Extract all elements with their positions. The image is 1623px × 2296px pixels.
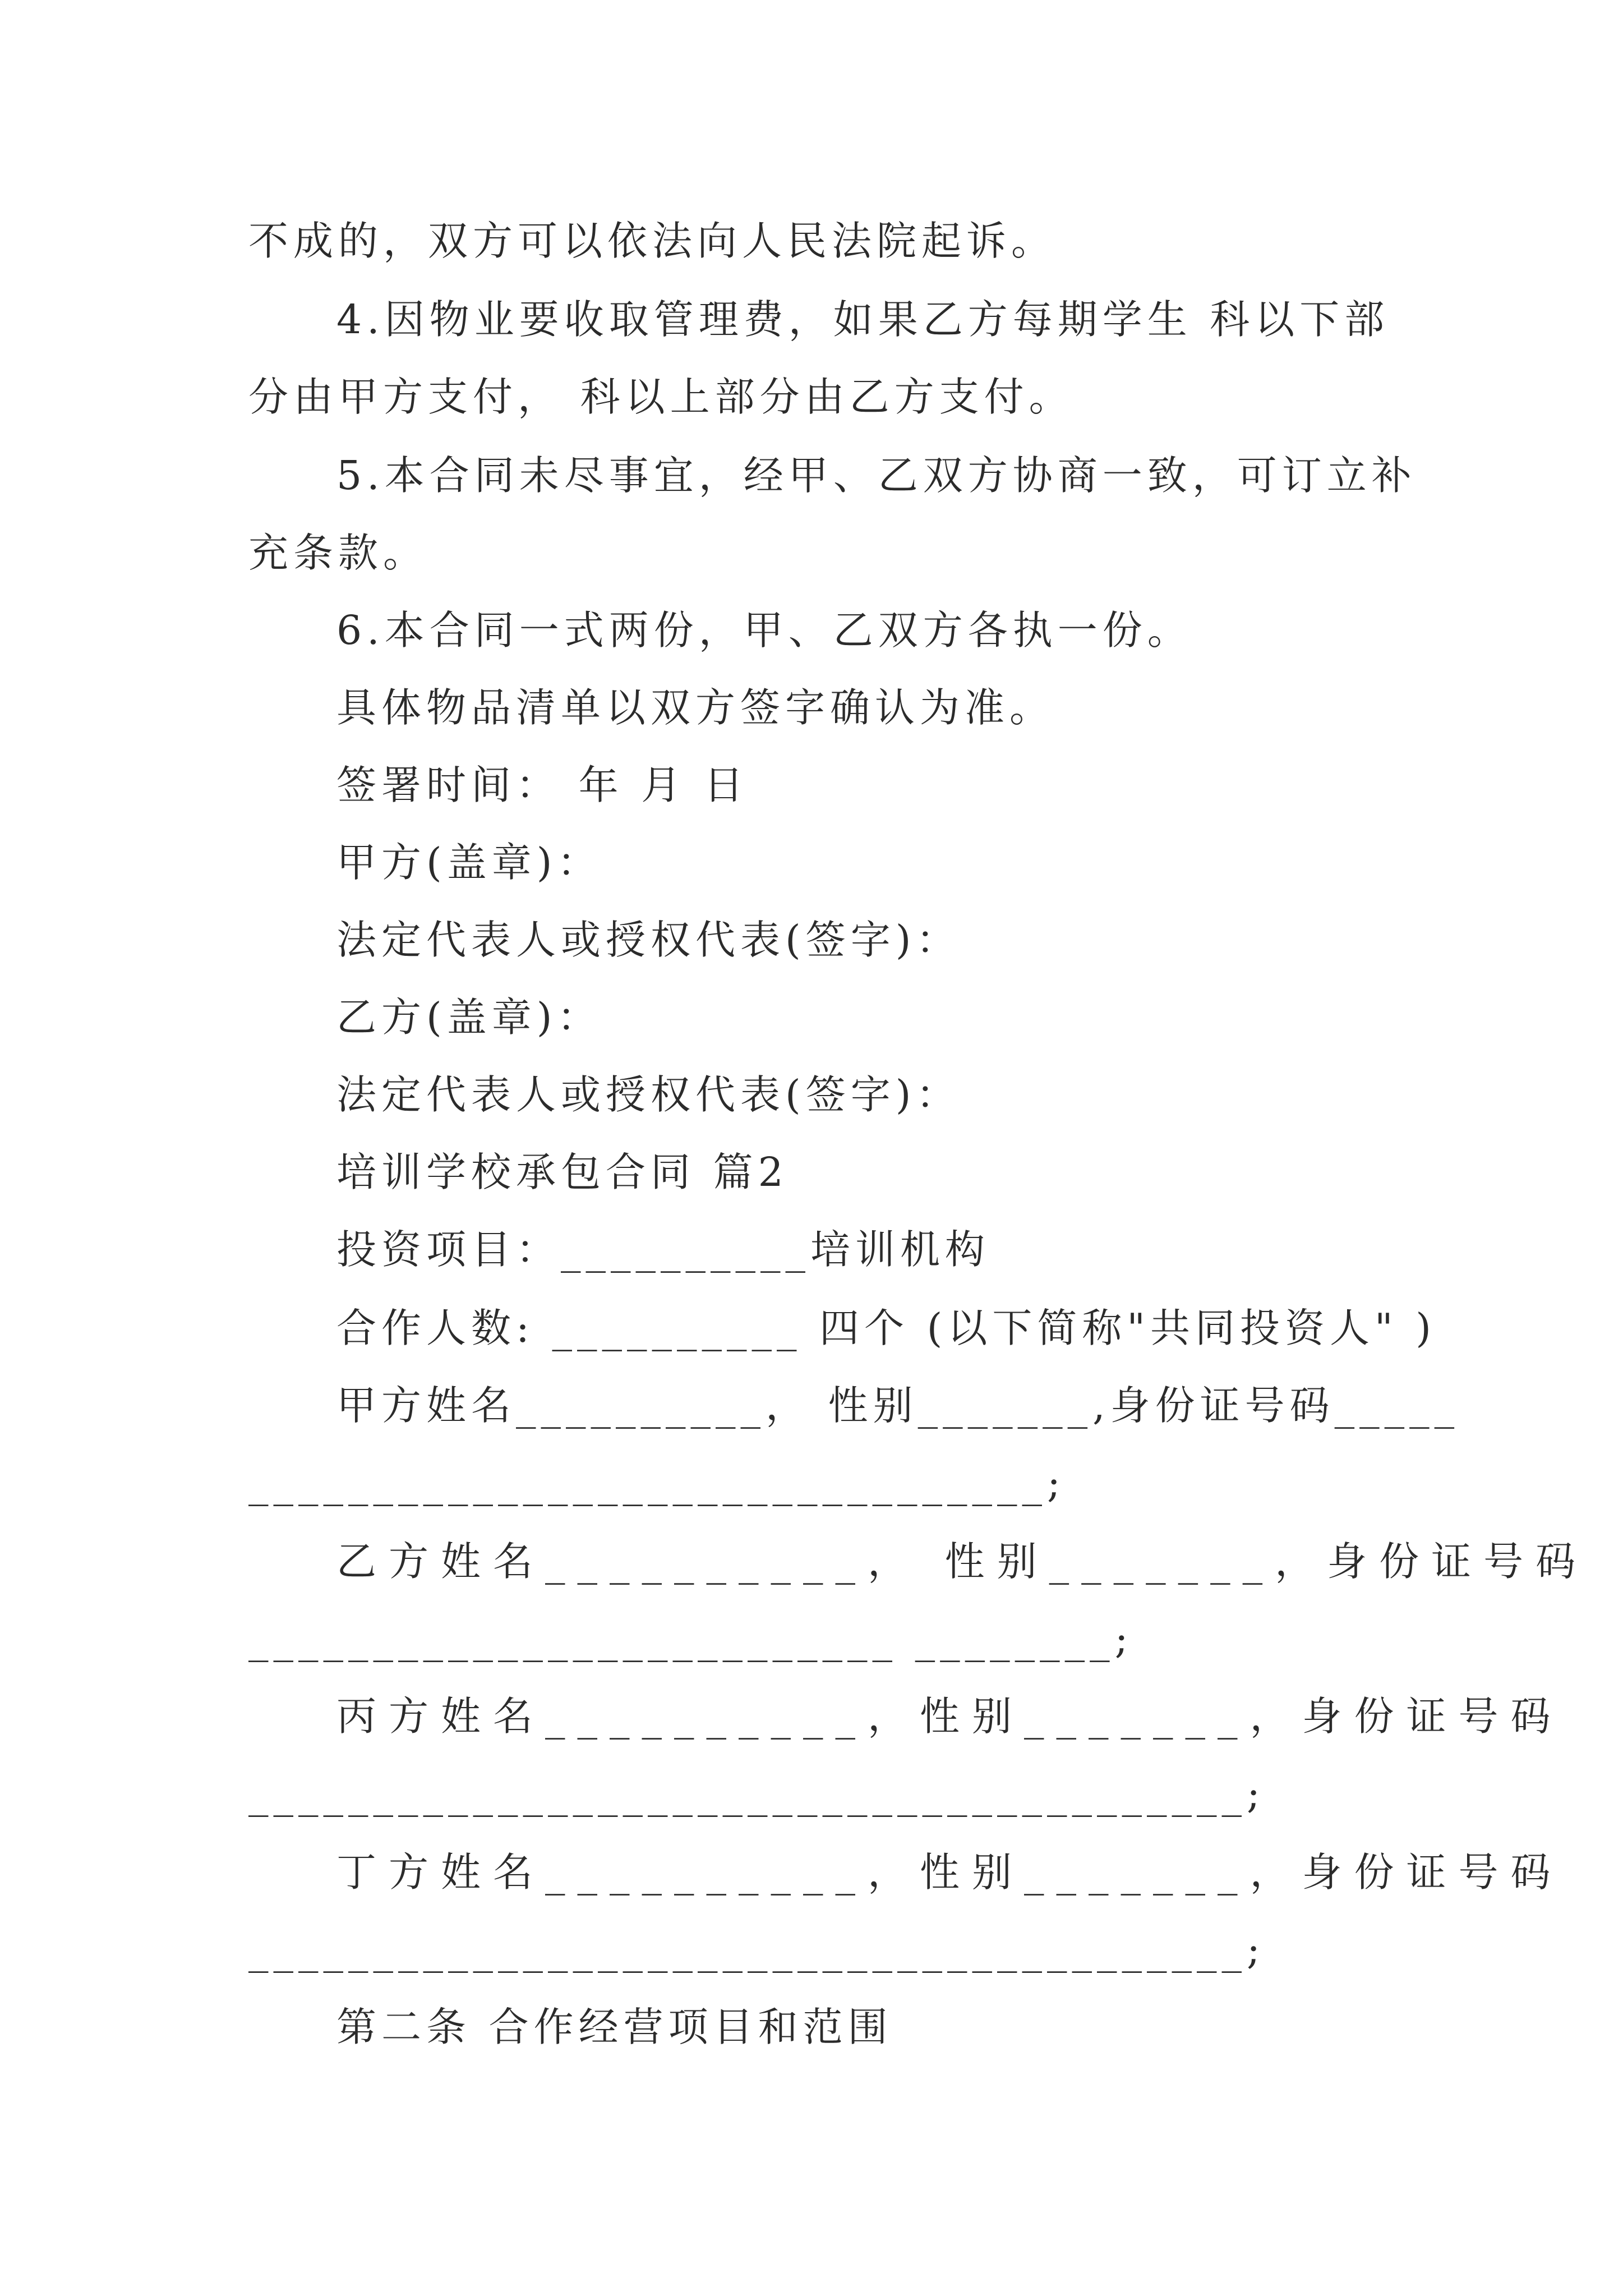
text-line: 充条款。 xyxy=(248,530,428,576)
party-b-id-blank: __________________________ ________; xyxy=(248,1616,1133,1662)
party-d-id-blank: ________________________________________; xyxy=(248,1926,1265,1973)
party-d-info-line: 丁方姓名__________，性别_______，身份证号码 xyxy=(336,1849,1563,1895)
text-line: 不成的，双方可以依法向人民法院起诉。 xyxy=(248,218,1057,264)
party-a-seal-line: 甲方(盖章)： xyxy=(336,839,602,886)
party-b-representative-line: 法定代表人或授权代表(签字)： xyxy=(336,1071,961,1118)
investment-project-line: 投资项目：__________培训机构 xyxy=(336,1226,990,1273)
party-c-id-blank: ________________________________________; xyxy=(248,1770,1265,1817)
text-line: 6.本合同一式两份，甲、乙双方各执一份。 xyxy=(336,607,1192,654)
signing-date-line: 签署时间： 年 月 日 xyxy=(336,762,749,808)
party-a-representative-line: 法定代表人或授权代表(签字)： xyxy=(336,917,961,963)
party-a-info-line: 甲方姓名__________， 性别_______,身份证号码_____ xyxy=(336,1382,1460,1429)
partner-count-line: 合作人数: __________ 四个 (以下简称"共同投资人" ) xyxy=(336,1305,1436,1351)
text-line: 分由甲方支付， 科以上部分由乙方支付。 xyxy=(248,374,1074,420)
party-c-info-line: 丙方姓名__________，性别_______，身份证号码 xyxy=(336,1693,1563,1740)
text-line: 4.因物业要收取管理费，如果乙方每期学生 科以下部 xyxy=(336,296,1390,343)
party-a-id-blank: ________________________________; xyxy=(248,1460,1066,1506)
text-line: 具体物品清单以双方签字确认为准。 xyxy=(336,684,1055,731)
section-heading: 培训学校承包合同 篇2 xyxy=(336,1149,789,1195)
party-b-seal-line: 乙方(盖章)： xyxy=(336,994,602,1041)
article-heading: 第二条 合作经营项目和范围 xyxy=(336,2004,893,2050)
party-b-info-line: 乙方姓名__________， 性别_______，身份证号码 xyxy=(336,1538,1588,1585)
text-line: 5.本合同未尽事宜，经甲、乙双方协商一致，可订立补 xyxy=(336,452,1417,499)
